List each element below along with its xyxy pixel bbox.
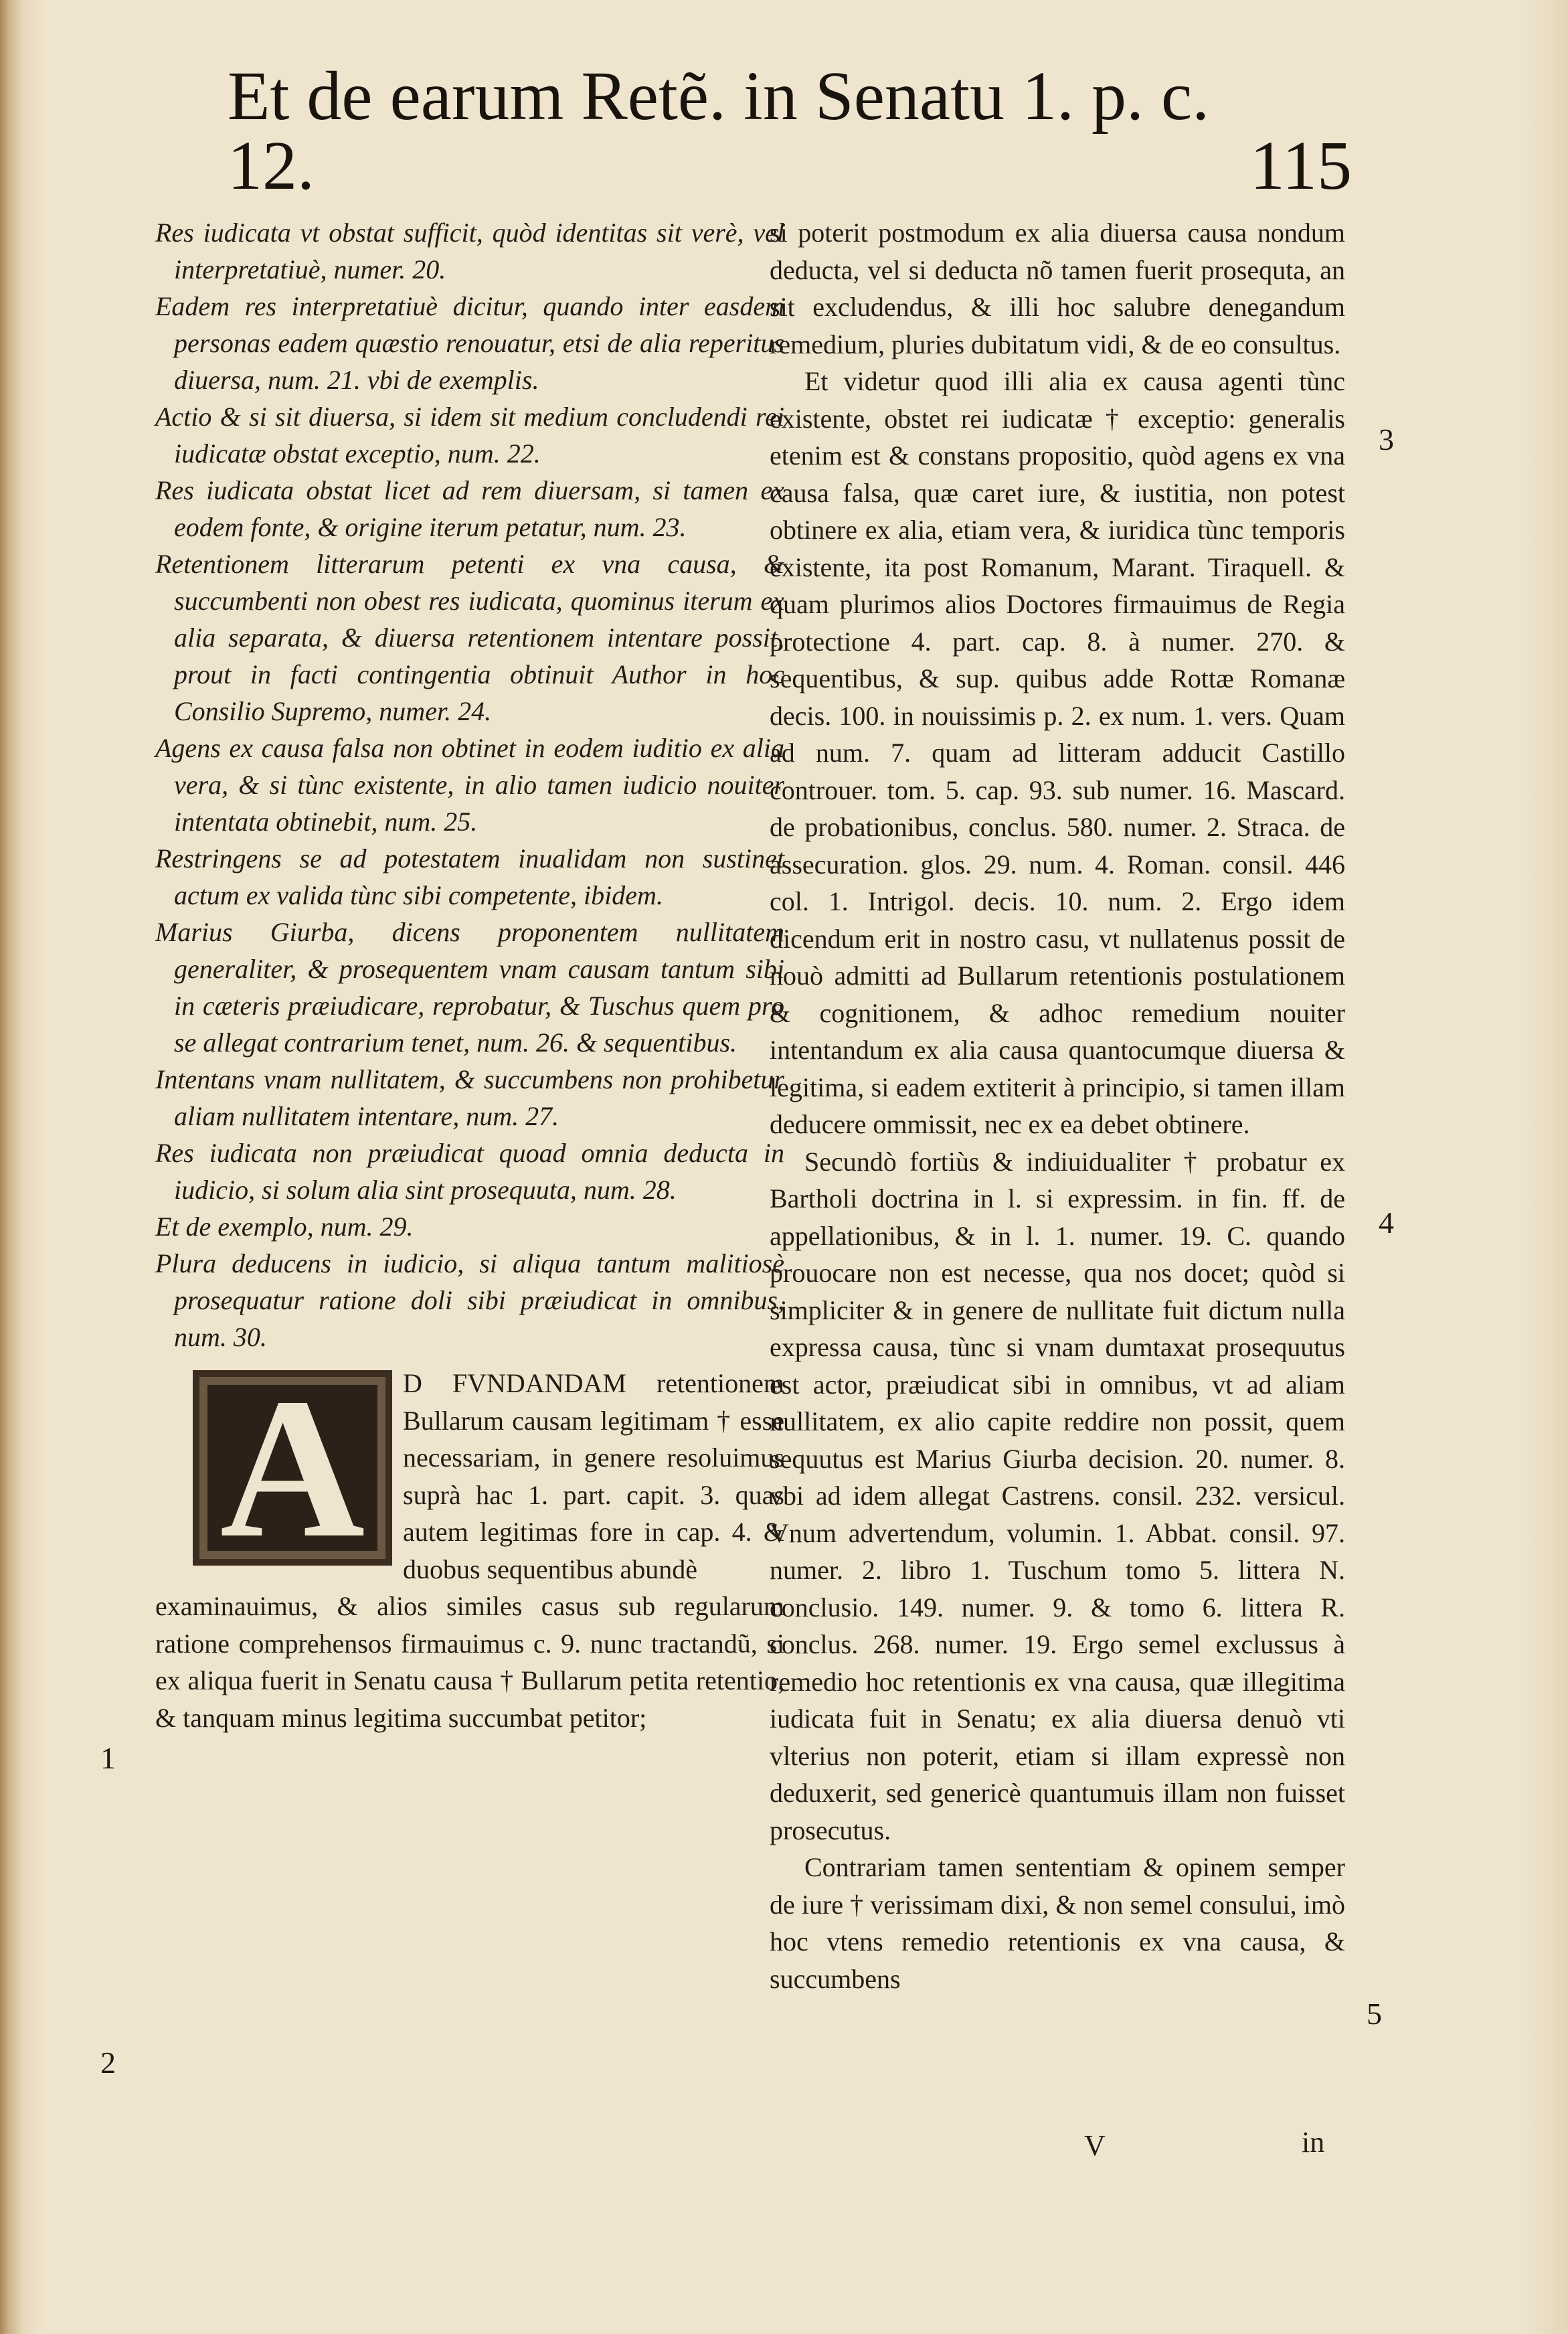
summary-item: Res iudicata obstat licet ad rem diuersam, si tamen ex eodem fonte, & origine iterum petatur, num. 23. — [155, 475, 784, 542]
summary-item: Actio & si sit diuersa, si idem sit medium concludendi rei iudicatæ obstat exceptio, num. 22. — [155, 402, 784, 469]
body-paragraph: si poterit postmodum ex alia diuersa causa nondum deducta, vel si deducta nõ tamen fuerit prosequta, an sit excludendus, & illi hoc salubre denegandum remedium, pluries dubitatum vidi, & de eo consultus. — [770, 218, 1345, 359]
summary-item: Agens ex causa falsa non obtinet in eodem iuditio ex alia vera, & si tùnc existente, in alio tamen iudicio nouiter intentata obtinebit, num. 25. — [155, 733, 784, 837]
catchword: in — [1302, 2126, 1325, 2159]
body-paragraph: Secundò fortiùs & indiuidualiter † probatur ex Bartholi doctrina in l. si expressim. in fin. ff. de appellationibus, & in l. 1. numer. 19. C. quando prouocare non est necesse, qua nos docet; quòd si simpliciter & in genere de nullitate fuit dictum nulla expressa causa, tùnc si vnam dumtaxat prosequutus est actor, præiudicat sibi in omnibus, vt ad aliam nullitatem, ex alio capite reddire non possit, quem sequutus est Marius Giurba decision. 20. numer. 8. vbi ad idem allegat Castrens. consil. 232. versicul. Vnum advertendum, volumin. 1. Abbat. consil. 97. numer. 2. libro 1. Tuschum tomo 5. littera N. conclusio. 149. numer. 9. & tomo 6. littera R. conclus. 268. numer. 19. Ergo semel exclussus à remedio hoc retentionis ex vna causa, quæ illegitima iudicata fuit in Senatu; ex alia diuersa denuò vti vlterius non poterit, etiam si illam expressè non deduxerit, sed genericè quantumuis illam non fuisset prosecutus. — [770, 1146, 1345, 1845]
opening-section — [155, 1357, 784, 1736]
opening-continuation: examinauimus, & alios similes casus sub regularum ratione comprehensos firmauimus c. 9. nunc tractandũ, si ex aliqua fuerit in Senatu causa † Bullarum petita retentio, & tanquam minus legitima succumbat petitor; — [155, 1591, 784, 1733]
summary-item: Et de exemplo, num. 29. — [155, 1212, 414, 1242]
running-title: Et de earum Retẽ. in Senatu 1. p. c. 12. — [228, 58, 1210, 204]
body-paragraph: Contrariam tamen sententiam & opinem semper de iure † verissimam dixi, & non semel consului, imò hoc vtens remedio retentionis ex vna causa, & succumbens — [770, 1852, 1345, 1994]
margin-number: 2 — [100, 2046, 116, 2080]
summary-item: Intentans vnam nullitatem, & succumbens non prohibetur aliam nullitatem intentare, num. 27. — [155, 1064, 784, 1131]
summary-item: Retentionem litterarum petenti ex vna causa, & succumbenti non obest res iudicata, quominus iterum ex alia separata, & diuersa retentionem intentare possit, prout in facti contingentia obtinuit Author in hoc Consilio Supremo, numer. 24. — [155, 549, 784, 726]
summary-item: Eadem res interpretatiuè dicitur, quando inter easdem personas eadem quæstio renouatur, etsi de alia reperitus diuersa, num. 21. vbi de exemplis. — [155, 291, 784, 395]
margin-number: 4 — [1379, 1205, 1394, 1240]
margin-number: 1 — [100, 1741, 116, 1775]
opening-paragraph: D FVNDANDAM retentionem Bullarum causam legitimam † esse necessariam, in genere resoluimus suprà hac 1. part. capit. 3. quas autem legitimas fore in cap. 4. & duobus sequentibus abundè — [403, 1368, 784, 1584]
page-header — [228, 58, 1352, 204]
body-paragraph: Et videtur quod illi alia ex causa agenti tùnc existente, obstet rei iudicatæ † exceptio: generalis etenim est & constans propositio, quòd agens ex vna causa falsa, quæ caret iure, & iustitia, non potest obtinere ex alia, etiam vera, & iuridica tùnc temporis existente, ita post Romanum, Marant. Tiraquell. & quam plurimos alios Doctores firmauimus de Regia protectione 4. part. cap. 8. à numer. 270. & sequentibus, & sup. quibus adde Rottæ Romanæ decis. 100. in nouissimis p. 2. ex num. 1. vers. Quam ad num. 7. quam ad litteram adducit Castillo controuer. tom. 5. cap. 93. sub numer. 16. Mascard. de probationibus, conclus. 580. numer. 2. Straca. de assecuration. glos. 29. num. 4. Roman. consil. 446 col. 1. Intrigol. decis. 10. num. 2. Ergo idem dicendum erit in nostro casu, vt nullatenus possit de nouò admitti ad Bullarum retentionis postulationem & cognitionem, & adhoc remedium nouiter intentandum ex alia causa quantocumque diuersa & legitima, si eadem extiterit à principio, si tamen illam deducere ommissit, nec ex ea debet obtinere. — [770, 366, 1345, 1139]
summary-item: Marius Giurba, dicens proponentem nullitatem generaliter, & prosequentem vnam causam tantum sibi in cæteris præiudicare, reprobatur, & Tuschus quem pro se allegat contrarium tenet, num. 26. & sequentibus. — [155, 917, 784, 1058]
left-column — [155, 214, 784, 1736]
decorated-initial — [193, 1357, 392, 1579]
signature-mark: V — [1084, 2129, 1106, 2162]
summary-item: Plura deducens in iudicio, si aliqua tantum malitiosè prosequatur ratione doli sibi præiudicat in omnibus, num. 30. — [155, 1248, 784, 1352]
page-number: 115 — [1249, 127, 1352, 204]
summary-item: Res iudicata vt obstat sufficit, quòd identitas sit verè, vel interpretatiuè, numer. 20. — [155, 218, 784, 284]
margin-number: 5 — [1367, 1997, 1382, 2031]
summary-item: Res iudicata non præiudicat quoad omnia deducta in iudicio, si solum alia sint prosequuta, num. 28. — [155, 1138, 784, 1205]
summary-list — [155, 214, 784, 1355]
summary-item: Restringens se ad potestatem inualidam non sustinet actum ex valida tùnc sibi competente, ibidem. — [155, 843, 784, 910]
margin-number: 3 — [1379, 422, 1394, 456]
right-column — [770, 214, 1345, 1997]
initial-letter: A — [220, 1357, 365, 1579]
